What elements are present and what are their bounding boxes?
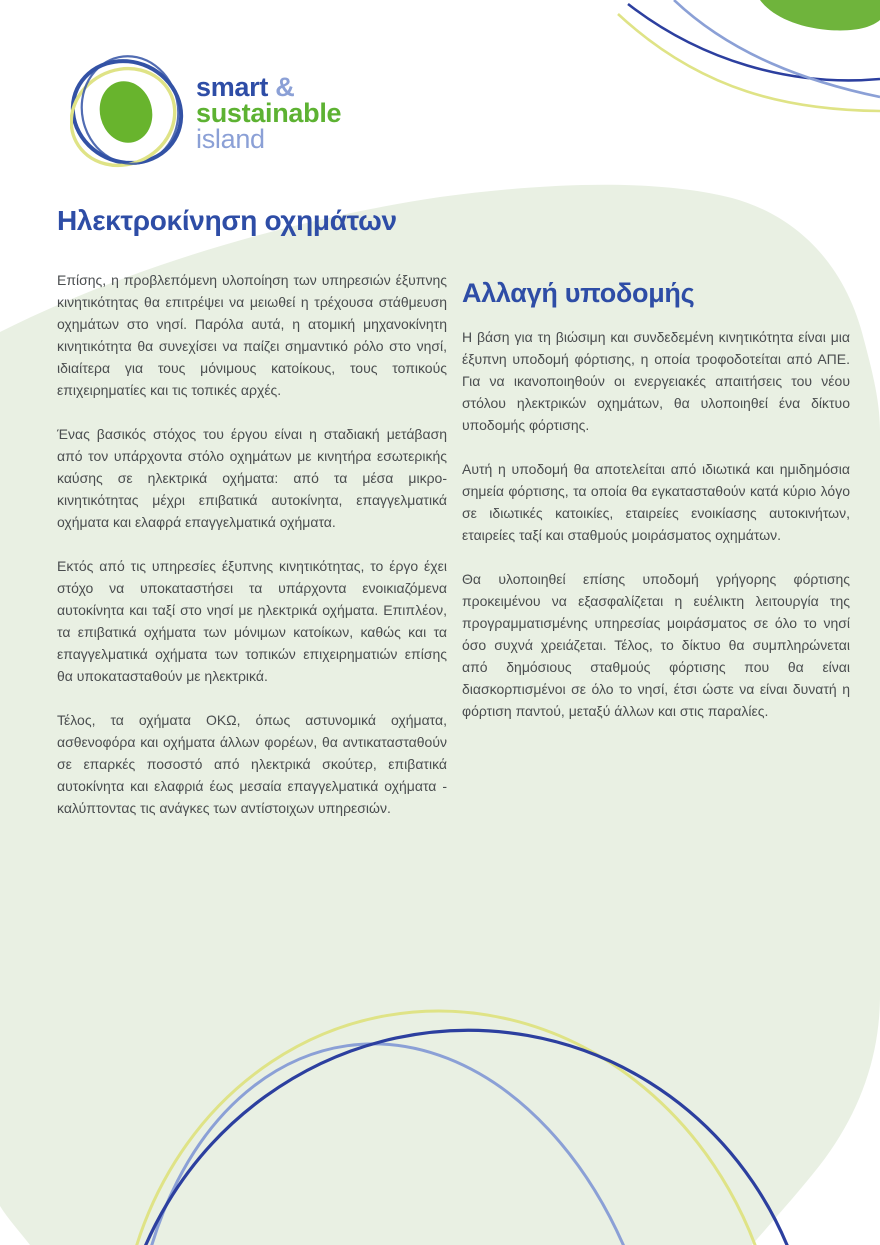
logo-mark-icon [70,52,188,174]
brand-logo [70,52,341,174]
right-paragraph-1: Η βάση για τη βιώσιμη και συνδεδεμένη κινητικότητα είναι μια έξυπνη υποδομή φόρτισης, η οποία τροφοδοτείται από ΑΠΕ. Για να ικανοποιηθούν οι ενεργειακές απαιτήσεις του νέου στόλου ηλεκτρικών οχημάτων, θα υλοποιηθεί ένα δίκτυο υποδομής φόρτισης. [462,329,850,433]
left-paragraph-3: Εκτός από τις υπηρεσίες έξυπνης κινητικότητας, το έργο έχει στόχο να υποκαταστήσει τα υπάρχοντα ενοικιαζόμενα αυτοκίνητα και ταξί στο νησί με ηλεκτρικά οχήματα. Επιπλέον, τα επιβατικά οχήματα των μόνιμων κατοίκων, καθώς και τα επαγγελματικά οχήματα των τοπικών επιχειρηματιών επίσης θα υποκατασταθούν με ηλεκτρικά. [57,558,447,684]
logo-word-smart: smart [196,72,269,102]
logo-line-smart [196,74,341,100]
page-title: Ηλεκτροκίνηση οχημάτων [57,205,397,236]
logo-ampersand: & [268,72,295,102]
right-column [462,278,850,744]
logo-wordmark [196,74,341,152]
left-paragraph-1: Επίσης, η προβλεπόμενη υλοποίηση των υπηρεσιών έξυπνης κινητικότητας θα επιτρέψει να μειωθεί η τρέχουσα στάθμευση οχημάτων στο νησί. Παρόλα αυτά, η ατομική μηχανοκίνητη κινητικότητα θα συνεχίσει να παίζει σημαντικό ρόλο στο νησί, ιδιαίτερα για τους μόνιμους κατοίκους, τους τοπικούς επιχειρηματίες και τις τοπικές αρχές. [57,272,447,398]
logo-word-island: island [196,124,265,154]
left-column [57,269,447,841]
logo-green-egg [93,76,158,149]
left-paragraph-4: Τέλος, τα οχήματα ΟΚΩ, όπως αστυνομικά οχήματα, ασθενοφόρα και οχήματα άλλων φορέων, θα αντικατασταθούν σε επαρκές ποσοστό από ηλεκτρικά σκούτερ, επιβατικά αυτοκίνητα και ελαφριά έως μεσαία επαγγελματικά οχήματα - καλύπτοντας τις ανάγκες των αντίστοιχων υπηρεσιών. [57,712,447,816]
left-paragraph-2: Ένας βασικός στόχος του έργου είναι η σταδιακή μετάβαση από τον υπάρχοντα στόλο οχημάτων με κινητήρα εσωτερικής καύσης σε ηλεκτρικά οχήματα: από τα μέσα μικρο-κινητικότητας μέχρι επιβατικά αυτοκίνητα, επαγγελματικά οχήματα και ελαφρά επαγγελματικά οχήματα. [57,426,447,530]
section-heading: Αλλαγή υποδομής [462,278,695,308]
right-paragraph-2: Αυτή η υποδομή θα αποτελείται από ιδιωτικά και ημιδημόσια σημεία φόρτισης, τα οποία θα εγκατασταθούν κατά κύριο λόγο σε ιδιωτικές κατοικίες, εταιρείες ενοικίασης αυτοκινήτων, εταιρείες ταξί και σταθμούς μοιράσματος οχημάτων. [462,461,850,543]
logo-word-sustainable: sustainable [196,98,342,128]
right-paragraph-3: Θα υλοποιηθεί επίσης υποδομή γρήγορης φόρτισης προκειμένου να εξασφαλίζεται η ευέλικτη λειτουργία της προγραμματισμένης υπηρεσίας μοιράσματος σε όλο το νησί όσο συχνά χρειάζεται. Τέλος, το δίκτυο θα συμπληρώνεται από δημόσιους σταθμούς φόρτισης που θα είναι διασκορπισμένοι σε όλο το νησί, έτσι ώστε να είναι δυνατή η φόρτιση παντού, μεταξύ άλλων και στις παραλίες. [462,571,850,719]
